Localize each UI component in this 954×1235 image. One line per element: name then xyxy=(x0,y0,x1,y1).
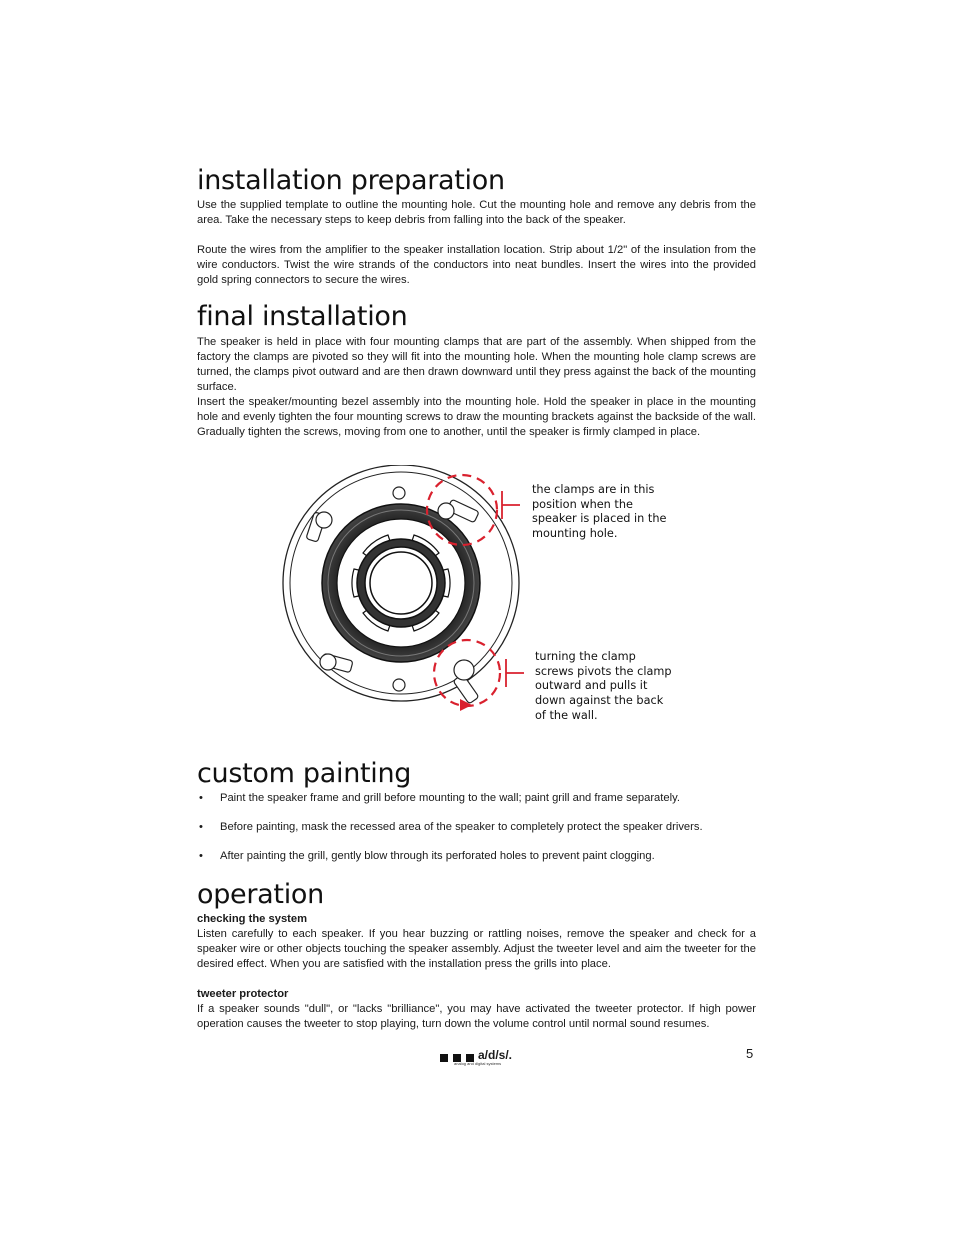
ads-logo xyxy=(440,1050,520,1075)
bullet-text: After painting the grill, gently blow through its perforated holes to prevent paint clogging. xyxy=(220,850,655,862)
operation-paragraph-2: If a speaker sounds "dull", or "lacks "brilliance", you may have activated the tweeter protector. If high power operation causes the tweeter to stop playing, turn down the volume control until normal sound resumes. xyxy=(197,1003,756,1030)
screw-hole xyxy=(393,487,405,499)
screw-hole xyxy=(393,679,405,691)
speaker-clamp-diagram xyxy=(270,465,545,720)
heading-final-installation: final installation xyxy=(197,301,408,332)
operation-paragraph-1: Listen carefully to each speaker. If you hear buzzing or rattling noises, remove the speaker and check for a speaker wire or other objects touching the speaker assembly. Adjust the tweeter level and aim the tweeter for the desired effect. When you are satisfied with the installation press the grills into place. xyxy=(197,928,756,970)
bullet-text: Before painting, mask the recessed area of the speaker to completely protect the speaker drivers. xyxy=(220,821,703,833)
callout-clamp-turning: turning the clamp screws pivots the clamp outward and pulls it down against the back of the wall. xyxy=(535,650,672,722)
bullet-dot: • xyxy=(199,821,203,833)
heading-installation-preparation: installation preparation xyxy=(197,165,505,196)
prep-paragraph-2: Route the wires from the amplifier to the speaker installation location. Strip about 1/2" of the insulation from the wire conductors. Twist the wire strands of the conductors into neat bundles. Insert the wires into the provided gold spring connectors to secure the wires. xyxy=(197,244,756,286)
logo-tagline: analog and digital systems xyxy=(454,1061,502,1066)
logo-text: a/d/s/. xyxy=(478,1048,513,1062)
bullet-dot: • xyxy=(199,850,203,862)
callout-bracket-top xyxy=(502,491,520,519)
bullet-text: Paint the speaker frame and grill before mounting to the wall; paint grill and frame separately. xyxy=(220,792,680,804)
heading-custom-painting: custom painting xyxy=(197,758,412,789)
page-number: 5 xyxy=(746,1046,754,1061)
callout-clamp-position: the clamps are in this position when the speaker is placed in the mounting hole. xyxy=(532,483,667,541)
subheading-tweeter-protector: tweeter protector xyxy=(197,988,289,1000)
subheading-checking-system: checking the system xyxy=(197,913,308,925)
final-paragraph-2: Insert the speaker/mounting bezel assembly into the mounting hole. Hold the speaker in place in the mounting hole and evenly tighten the four mounting screws to draw the mounting brackets against the backside of the wall. Gradually tighten the screws, moving from one to another, until the speaker is firmly clamped in place. xyxy=(197,396,756,438)
heading-operation: operation xyxy=(197,879,324,910)
callout-bracket-bottom xyxy=(506,659,524,687)
final-paragraph-1: The speaker is held in place with four mounting clamps that are part of the assembly. When shipped from the factory the clamps are pivoted so they will fit into the mounting hole. When the mounting hole clamp screws are turned, the clamps pivot outward and are then drawn downward until they press against the back of the mounting surface. xyxy=(197,336,756,393)
prep-paragraph-1: Use the supplied template to outline the mounting hole. Cut the mounting hole and remove any debris from the area. Take the necessary steps to keep debris from falling into the back of the speaker. xyxy=(197,199,756,226)
bullet-dot: • xyxy=(199,792,203,804)
